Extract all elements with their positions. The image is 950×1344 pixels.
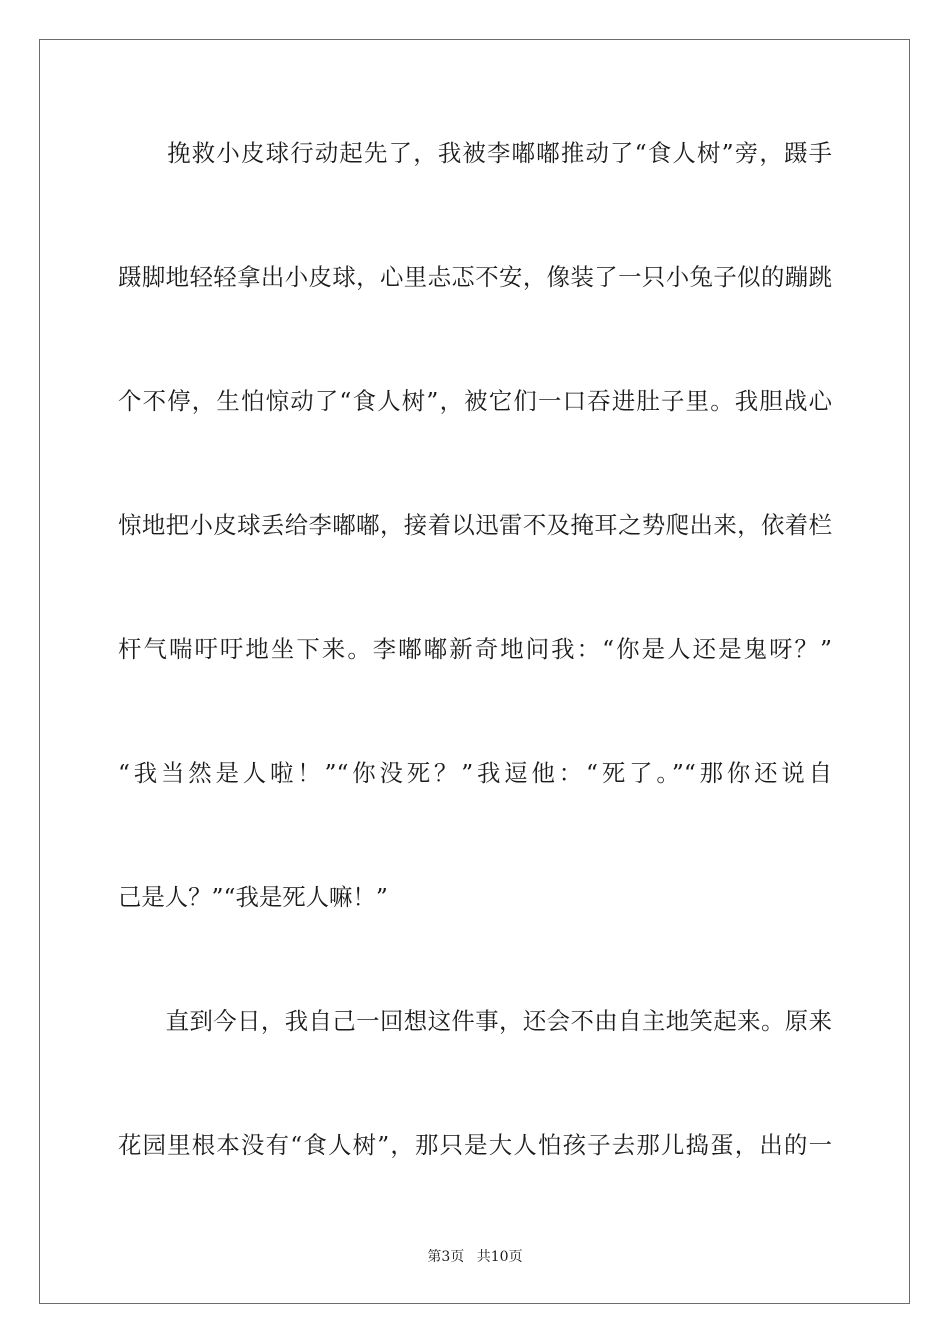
paragraph-line: 花园里根本没有“食人树”，那只是大人怕孩子去那儿捣蛋，出的一: [118, 1131, 832, 1159]
paragraph-line: 己是人？”“我是死人嘛！”: [118, 883, 388, 911]
paragraph-line: 直到今日，我自己一回想这件事，还会不由自主地笑起来。原来: [118, 1007, 832, 1035]
paragraph-line: 挽救小皮球行动起先了，我被李嘟嘟推动了“食人树”旁，蹑手: [118, 139, 832, 167]
paragraph-line: 杆气喘吁吁地坐下来。李嘟嘟新奇地问我：“你是人还是鬼呀？”: [118, 635, 832, 663]
page-total: 共10页: [476, 1249, 523, 1265]
page-footer: [0, 1248, 950, 1266]
paragraph-line: “我当然是人啦！”“你没死？”我逗他：“死了。”“那你还说自: [118, 759, 832, 787]
paragraph-line: 个不停，生怕惊动了“食人树”，被它们一口吞进肚子里。我胆战心: [118, 387, 832, 415]
page-border: [39, 39, 910, 1304]
paragraph-line: 蹑脚地轻轻拿出小皮球，心里忐忑不安，像装了一只小兔子似的蹦跳: [118, 263, 832, 291]
page-number: 第3页: [427, 1249, 465, 1265]
paragraph-line: 惊地把小皮球丢给李嘟嘟，接着以迅雷不及掩耳之势爬出来，依着栏: [118, 511, 832, 539]
